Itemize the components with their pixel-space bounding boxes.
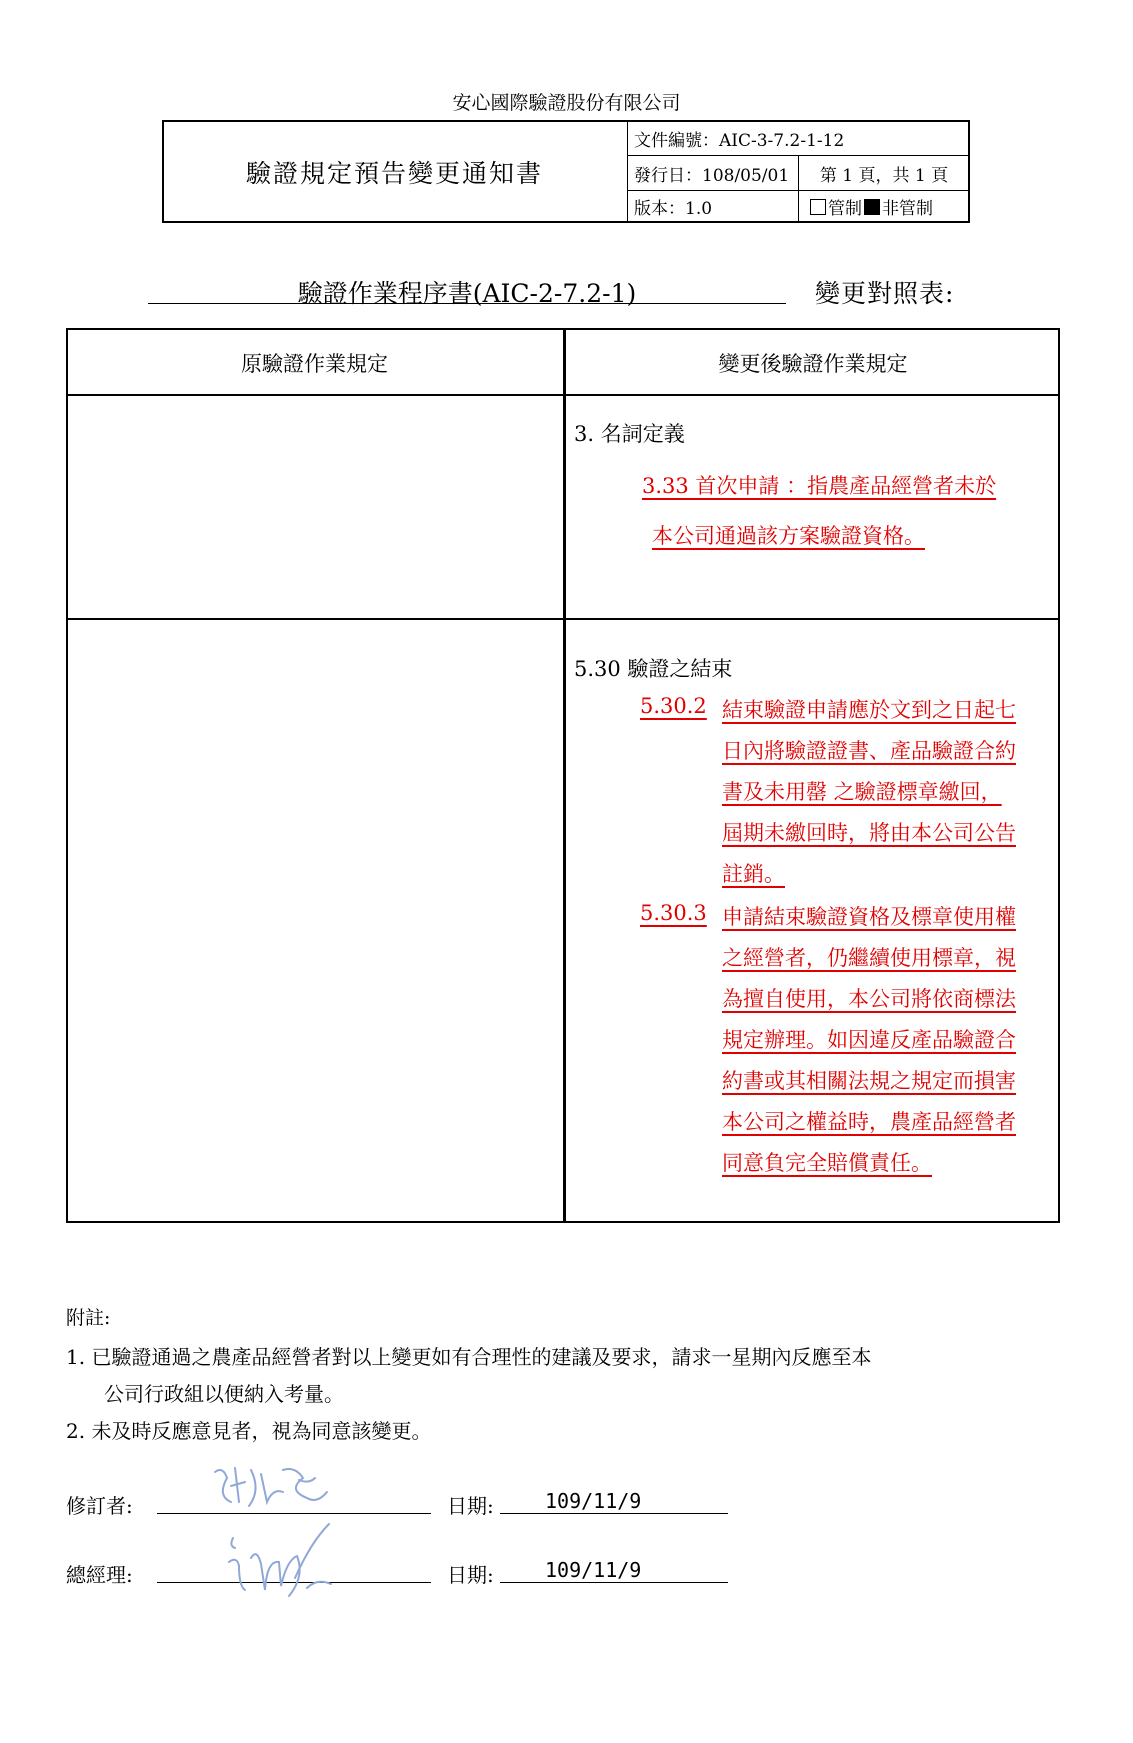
doc-number: 文件編號：AIC-3-7.2-1-12 bbox=[634, 131, 845, 151]
table-header-divider bbox=[66, 394, 1060, 396]
clause-5-30-3-line: 之經營者，仍繼續使用標章，視 bbox=[722, 946, 1016, 970]
clause-number-5-30-3: 5.30.3 bbox=[640, 901, 707, 925]
control-status bbox=[800, 191, 968, 222]
change-table-label: 變更對照表: bbox=[815, 279, 955, 308]
clause-5-30-2-line: 屆期未繳回時，將由本公司公告 bbox=[722, 821, 1016, 845]
clause-5-30-3-line: 同意負完全賠償責任。 bbox=[722, 1151, 932, 1175]
reviser-date-line bbox=[500, 1513, 728, 1514]
uncontrolled-label: 非管制 bbox=[882, 199, 933, 219]
reviser-signature bbox=[205, 1460, 345, 1515]
section-heading-definitions: 3. 名詞定義 bbox=[574, 422, 685, 446]
clause-5-30-3-line: 申請結束驗證資格及標章使用權 bbox=[722, 905, 1016, 929]
clause-5-30-3-line: 為擅自使用，本公司將依商標法 bbox=[722, 987, 1016, 1011]
clause-5-30-3-line: 約書或其相關法規之規定而損害 bbox=[722, 1069, 1016, 1093]
note-1-line-1: 1. 已驗證通過之農產品經營者對以上變更如有合理性的建議及要求，請求一星期內反應至本 bbox=[66, 1345, 872, 1369]
column-header-original: 原驗證作業規定 bbox=[241, 352, 388, 376]
page-count: 第 1 頁，共 1 頁 bbox=[819, 165, 949, 186]
reviser-label: 修訂者: bbox=[66, 1494, 133, 1518]
notes-title: 附註: bbox=[66, 1307, 111, 1329]
reviser-date: 109/11/9 bbox=[545, 1489, 642, 1513]
controlled-label: 管制 bbox=[828, 199, 862, 219]
subtitle-underline bbox=[148, 303, 786, 304]
issue-date: 發行日：108/05/01 bbox=[634, 165, 790, 186]
gm-label: 總經理: bbox=[66, 1563, 133, 1587]
document-title: 驗證規定預告變更通知書 bbox=[162, 120, 628, 223]
gm-date-line bbox=[500, 1582, 728, 1583]
note-1-line-2: 公司行政組以便納入考量。 bbox=[104, 1382, 344, 1406]
clause-5-30-3-line: 本公司之權益時，農產品經營者 bbox=[722, 1110, 1016, 1134]
definition-3-33-line: 本公司通過該方案驗證資格。 bbox=[652, 524, 925, 548]
definition-3-33-line: 3.33 首次申請 ：指農產品經營者未於 bbox=[642, 474, 997, 498]
gm-date: 109/11/9 bbox=[545, 1558, 642, 1582]
company-name: 安心國際驗證股份有限公司 bbox=[452, 92, 681, 114]
checkbox-filled-icon bbox=[864, 199, 880, 215]
header-divider bbox=[798, 155, 799, 223]
reviser-date-label: 日期: bbox=[447, 1494, 494, 1518]
clause-5-30-3-line: 規定辦理。如因違反產品驗證合 bbox=[722, 1028, 1016, 1052]
gm-signature bbox=[215, 1518, 355, 1603]
column-header-changed: 變更後驗證作業規定 bbox=[718, 352, 908, 376]
clause-5-30-2-line: 結束驗證申請應於文到之日起七 bbox=[722, 698, 1016, 722]
table-row-divider bbox=[66, 618, 1060, 620]
note-2: 2. 未及時反應意見者，視為同意該變更。 bbox=[66, 1419, 432, 1443]
section-heading-termination: 5.30 驗證之結束 bbox=[574, 657, 733, 681]
procedure-subtitle: 驗證作業程序書(AIC-2-7.2-1) bbox=[297, 279, 637, 308]
gm-date-label: 日期: bbox=[447, 1563, 494, 1587]
clause-5-30-2-line: 日內將驗證證書、產品驗證合約 bbox=[722, 739, 1016, 763]
checkbox-empty-icon bbox=[810, 199, 826, 215]
version: 版本：1.0 bbox=[634, 199, 713, 219]
clause-5-30-2-line: 書及未用罄 之驗證標章繳回， bbox=[722, 780, 1002, 804]
table-column-divider bbox=[563, 328, 566, 1223]
clause-number-5-30-2: 5.30.2 bbox=[640, 694, 707, 718]
clause-5-30-2-line: 註銷。 bbox=[722, 862, 785, 886]
